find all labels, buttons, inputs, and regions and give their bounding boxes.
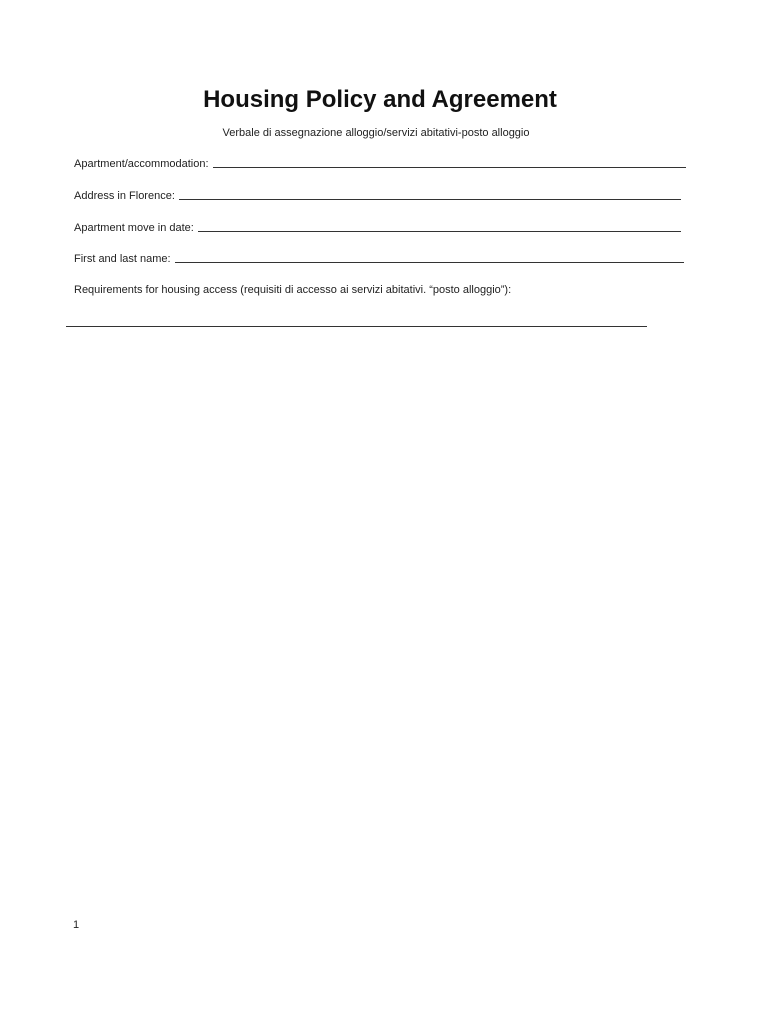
move-in-date-field [74,222,681,234]
apartment-blank-line[interactable] [213,167,686,168]
apartment-label: Apartment/accommodation: [74,158,209,170]
name-field [74,253,684,265]
address-label: Address in Florence: [74,190,175,202]
name-label: First and last name: [74,253,171,265]
address-blank-line[interactable] [179,199,681,200]
document-subtitle: Verbale di assegnazione alloggio/servizi abitativi-posto alloggio [222,127,530,139]
move-in-date-blank-line[interactable] [198,231,681,232]
apartment-field [74,158,686,170]
name-blank-line[interactable] [175,262,684,263]
document-title: Housing Policy and Agreement [203,86,557,113]
page-number: 1 [73,919,80,931]
requirements-label: Requirements for housing access (requisiti di accesso ai servizi abitativi. “posto alloggio”): [74,284,512,296]
move-in-date-label: Apartment move in date: [74,222,194,234]
requirements-blank-line[interactable] [66,326,647,327]
address-field [74,190,681,202]
